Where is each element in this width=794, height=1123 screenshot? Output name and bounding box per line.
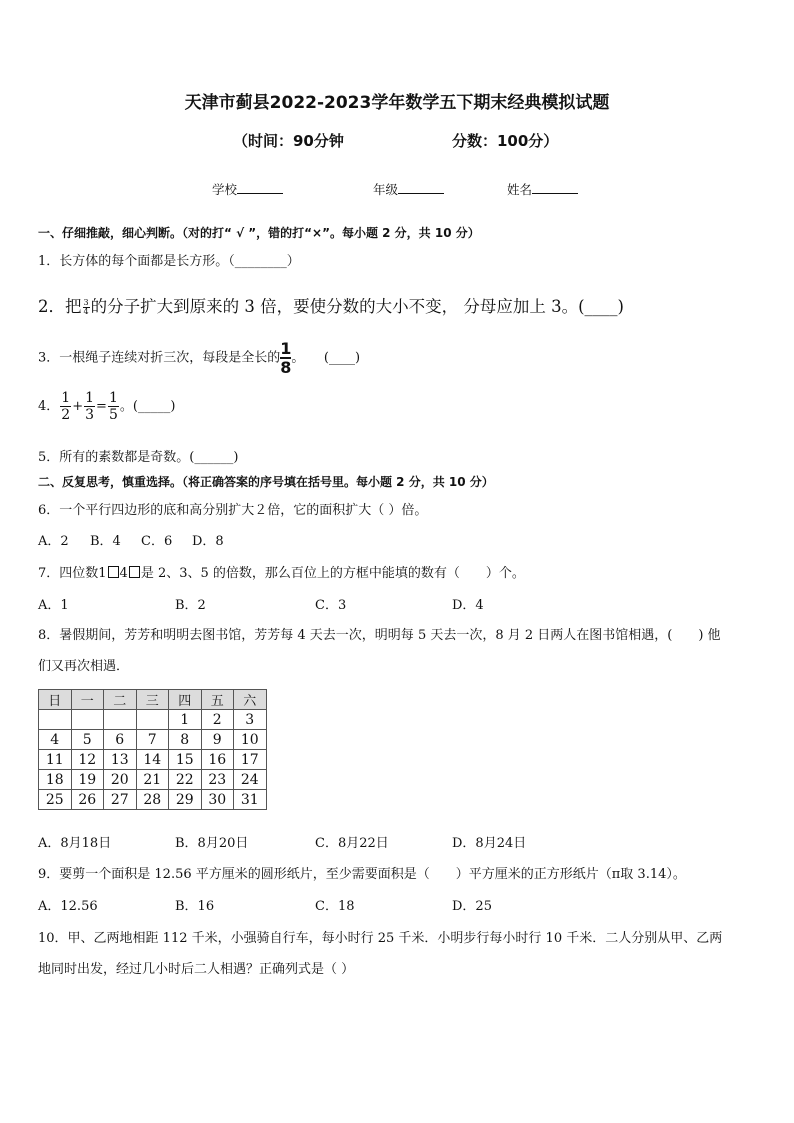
q8-option-c[interactable]: C．8月22日 (315, 836, 389, 851)
calendar-cell: 19 (71, 770, 104, 790)
q8-option-d[interactable]: D．8月24日 (452, 836, 527, 851)
q4-text-pre: 4． (38, 399, 60, 414)
name-label: 姓名 (507, 182, 533, 197)
q9-option-d[interactable]: D．25 (452, 899, 492, 914)
q3-fraction (280, 340, 291, 376)
q7-option-a[interactable]: A．1 (38, 598, 69, 613)
q4-a-num: 1 (61, 390, 71, 406)
calendar-cell: 13 (104, 750, 137, 770)
calendar-cell: 10 (234, 730, 267, 750)
q2-fraction (83, 299, 90, 316)
calendar-cell: 25 (39, 790, 72, 810)
q4-b-den: 3 (85, 407, 95, 423)
calendar-cell: 26 (71, 790, 104, 810)
q7-text-mid: 4 (119, 566, 128, 581)
calendar-cell (104, 710, 137, 730)
calendar-row (39, 730, 267, 750)
q4-text-post: 。(_____) (119, 399, 176, 414)
q3-text-post: 。 (____) (291, 350, 361, 366)
grade-field[interactable] (373, 180, 444, 198)
calendar-cell: 7 (136, 730, 169, 750)
calendar-cell: 22 (169, 770, 202, 790)
calendar-header-cell: 五 (201, 690, 234, 710)
school-label: 学校 (212, 182, 238, 197)
calendar-cell: 23 (201, 770, 234, 790)
calendar-cell: 11 (39, 750, 72, 770)
calendar-cell: 17 (234, 750, 267, 770)
calendar-cell: 14 (136, 750, 169, 770)
calendar-cell: 20 (104, 770, 137, 790)
calendar-cell: 6 (104, 730, 137, 750)
q2-frac-den: 4 (83, 307, 89, 316)
school-blank[interactable] (237, 181, 283, 194)
calendar-header-cell: 六 (234, 690, 267, 710)
q4-c-den: 5 (108, 407, 118, 423)
exam-time: （时间：90分钟 (233, 132, 344, 150)
calendar-row (39, 710, 267, 730)
question-6: 6．一个平行四边形的底和高分别扩大２倍，它的面积扩大（ ）倍。 (38, 503, 428, 518)
q4-equals: = (96, 399, 107, 414)
q4-a-den: 2 (61, 407, 71, 423)
calendar-cell: 21 (136, 770, 169, 790)
q6-option-b[interactable]: B．4 (90, 534, 121, 549)
calendar-cell (136, 710, 169, 730)
q8-option-b[interactable]: B．8月20日 (175, 836, 249, 851)
q3-frac-den: 8 (280, 358, 292, 377)
question-8-line1: 8．暑假期间，芳芳和明明去图书馆，芳芳每 4 天去一次，明明每 5 天去一次，8 月 2 日两人在图书馆相遇，( ) 他 (38, 628, 721, 643)
question-8-line2: 们又再次相遇． (38, 659, 130, 674)
calendar-header-cell: 二 (104, 690, 137, 710)
exam-title: 天津市蓟县2022-2023学年数学五下期末经典模拟试题 (184, 93, 610, 113)
calendar-header-cell: 三 (136, 690, 169, 710)
q7-text-post: 是 2、3、5 的倍数，那么百位上的方框中能填的数有（ ）个。 (140, 566, 525, 581)
calendar-row (39, 790, 267, 810)
calendar-cell: 12 (71, 750, 104, 770)
calendar-cell (71, 710, 104, 730)
question-3 (38, 340, 360, 376)
q4-fraction-a (60, 390, 71, 423)
q2-text-post: 的分子扩大到原来的 3 倍，要使分数的大小不变， 分母应加上 3。(____) (90, 297, 624, 316)
q6-option-a[interactable]: A．2 (38, 534, 69, 549)
school-field[interactable] (212, 180, 283, 198)
q4-plus: + (72, 399, 84, 414)
q6-option-c[interactable]: C．6 (141, 534, 173, 549)
question-9: 9．要剪一个面积是 12.56 平方厘米的圆形纸片，至少需要面积是（ ）平方厘米的正方形纸片（π取 3.14）。 (38, 867, 686, 882)
calendar-row (39, 770, 267, 790)
q4-fraction-b (84, 390, 95, 423)
calendar-header-cell: 一 (71, 690, 104, 710)
calendar-cell: 24 (234, 770, 267, 790)
calendar-cell (39, 710, 72, 730)
calendar-cell: 27 (104, 790, 137, 810)
q7-option-d[interactable]: D．4 (452, 598, 484, 613)
question-4 (38, 390, 176, 423)
q4-c-num: 1 (108, 390, 118, 406)
calendar-header-row (39, 690, 267, 710)
calendar-cell: 9 (201, 730, 234, 750)
section-2-heading: 二、反复思考，慎重选择。（将正确答案的序号填在括号里。每小题 2 分，共 10 分） (38, 475, 494, 489)
q4-b-num: 1 (85, 390, 95, 406)
question-10-line1: 10．甲、乙两地相距 112 千米，小强骑自行车，每小时行 25 千米．小明步行每小时行 10 千米．二人分别从甲、乙两 (38, 931, 723, 946)
q7-option-c[interactable]: C．3 (315, 598, 347, 613)
q7-option-b[interactable]: B．2 (175, 598, 206, 613)
question-5: 5．所有的素数都是奇数。(______) (38, 450, 239, 465)
calendar-cell: 16 (201, 750, 234, 770)
question-1: 1．长方体的每个面都是长方形。（________） (38, 254, 300, 269)
section-1-heading: 一、仔细推敲，细心判断。（对的打“ √ ”，错的打“×”。每小题 2 分，共 10 分） (38, 226, 480, 240)
q9-option-a[interactable]: A．12.56 (38, 899, 98, 914)
calendar-cell: 2 (201, 710, 234, 730)
calendar-cell: 18 (39, 770, 72, 790)
calendar-cell: 29 (169, 790, 202, 810)
calendar-cell: 1 (169, 710, 202, 730)
exam-score: 分数：100分） (452, 132, 559, 150)
q7-text-pre: 7．四位数1 (38, 566, 107, 581)
name-blank[interactable] (532, 181, 578, 194)
calendar-header-cell: 四 (169, 690, 202, 710)
grade-label: 年级 (373, 182, 399, 197)
calendar-header-cell: 日 (39, 690, 72, 710)
q2-frac-num: 3 (83, 298, 89, 307)
grade-blank[interactable] (398, 181, 444, 194)
question-7 (38, 562, 525, 581)
name-field[interactable] (507, 180, 578, 198)
q2-text-pre: 2．把 (38, 297, 82, 316)
calendar-cell: 3 (234, 710, 267, 730)
question-10-line2: 地同时出发，经过几小时后二人相遇？正确列式是（ ） (38, 962, 355, 977)
calendar-cell: 31 (234, 790, 267, 810)
q7-box-1 (108, 566, 119, 578)
q3-frac-num: 1 (280, 339, 292, 358)
q4-fraction-c (108, 390, 119, 423)
calendar-row (39, 750, 267, 770)
q9-option-b[interactable]: B．16 (175, 899, 215, 914)
calendar-cell: 30 (201, 790, 234, 810)
q3-text-pre: 3．一根绳子连续对折三次，每段是全长的 (38, 350, 281, 366)
q6-option-d[interactable]: D．8 (192, 534, 224, 549)
q7-box-2 (129, 566, 140, 578)
calendar-cell: 5 (71, 730, 104, 750)
q9-option-c[interactable]: C．18 (315, 899, 355, 914)
calendar-table (38, 689, 267, 810)
calendar-cell: 15 (169, 750, 202, 770)
q8-option-a[interactable]: A．8月18日 (38, 836, 112, 851)
question-2 (38, 293, 624, 317)
calendar-cell: 4 (39, 730, 72, 750)
calendar-cell: 28 (136, 790, 169, 810)
calendar-cell: 8 (169, 730, 202, 750)
